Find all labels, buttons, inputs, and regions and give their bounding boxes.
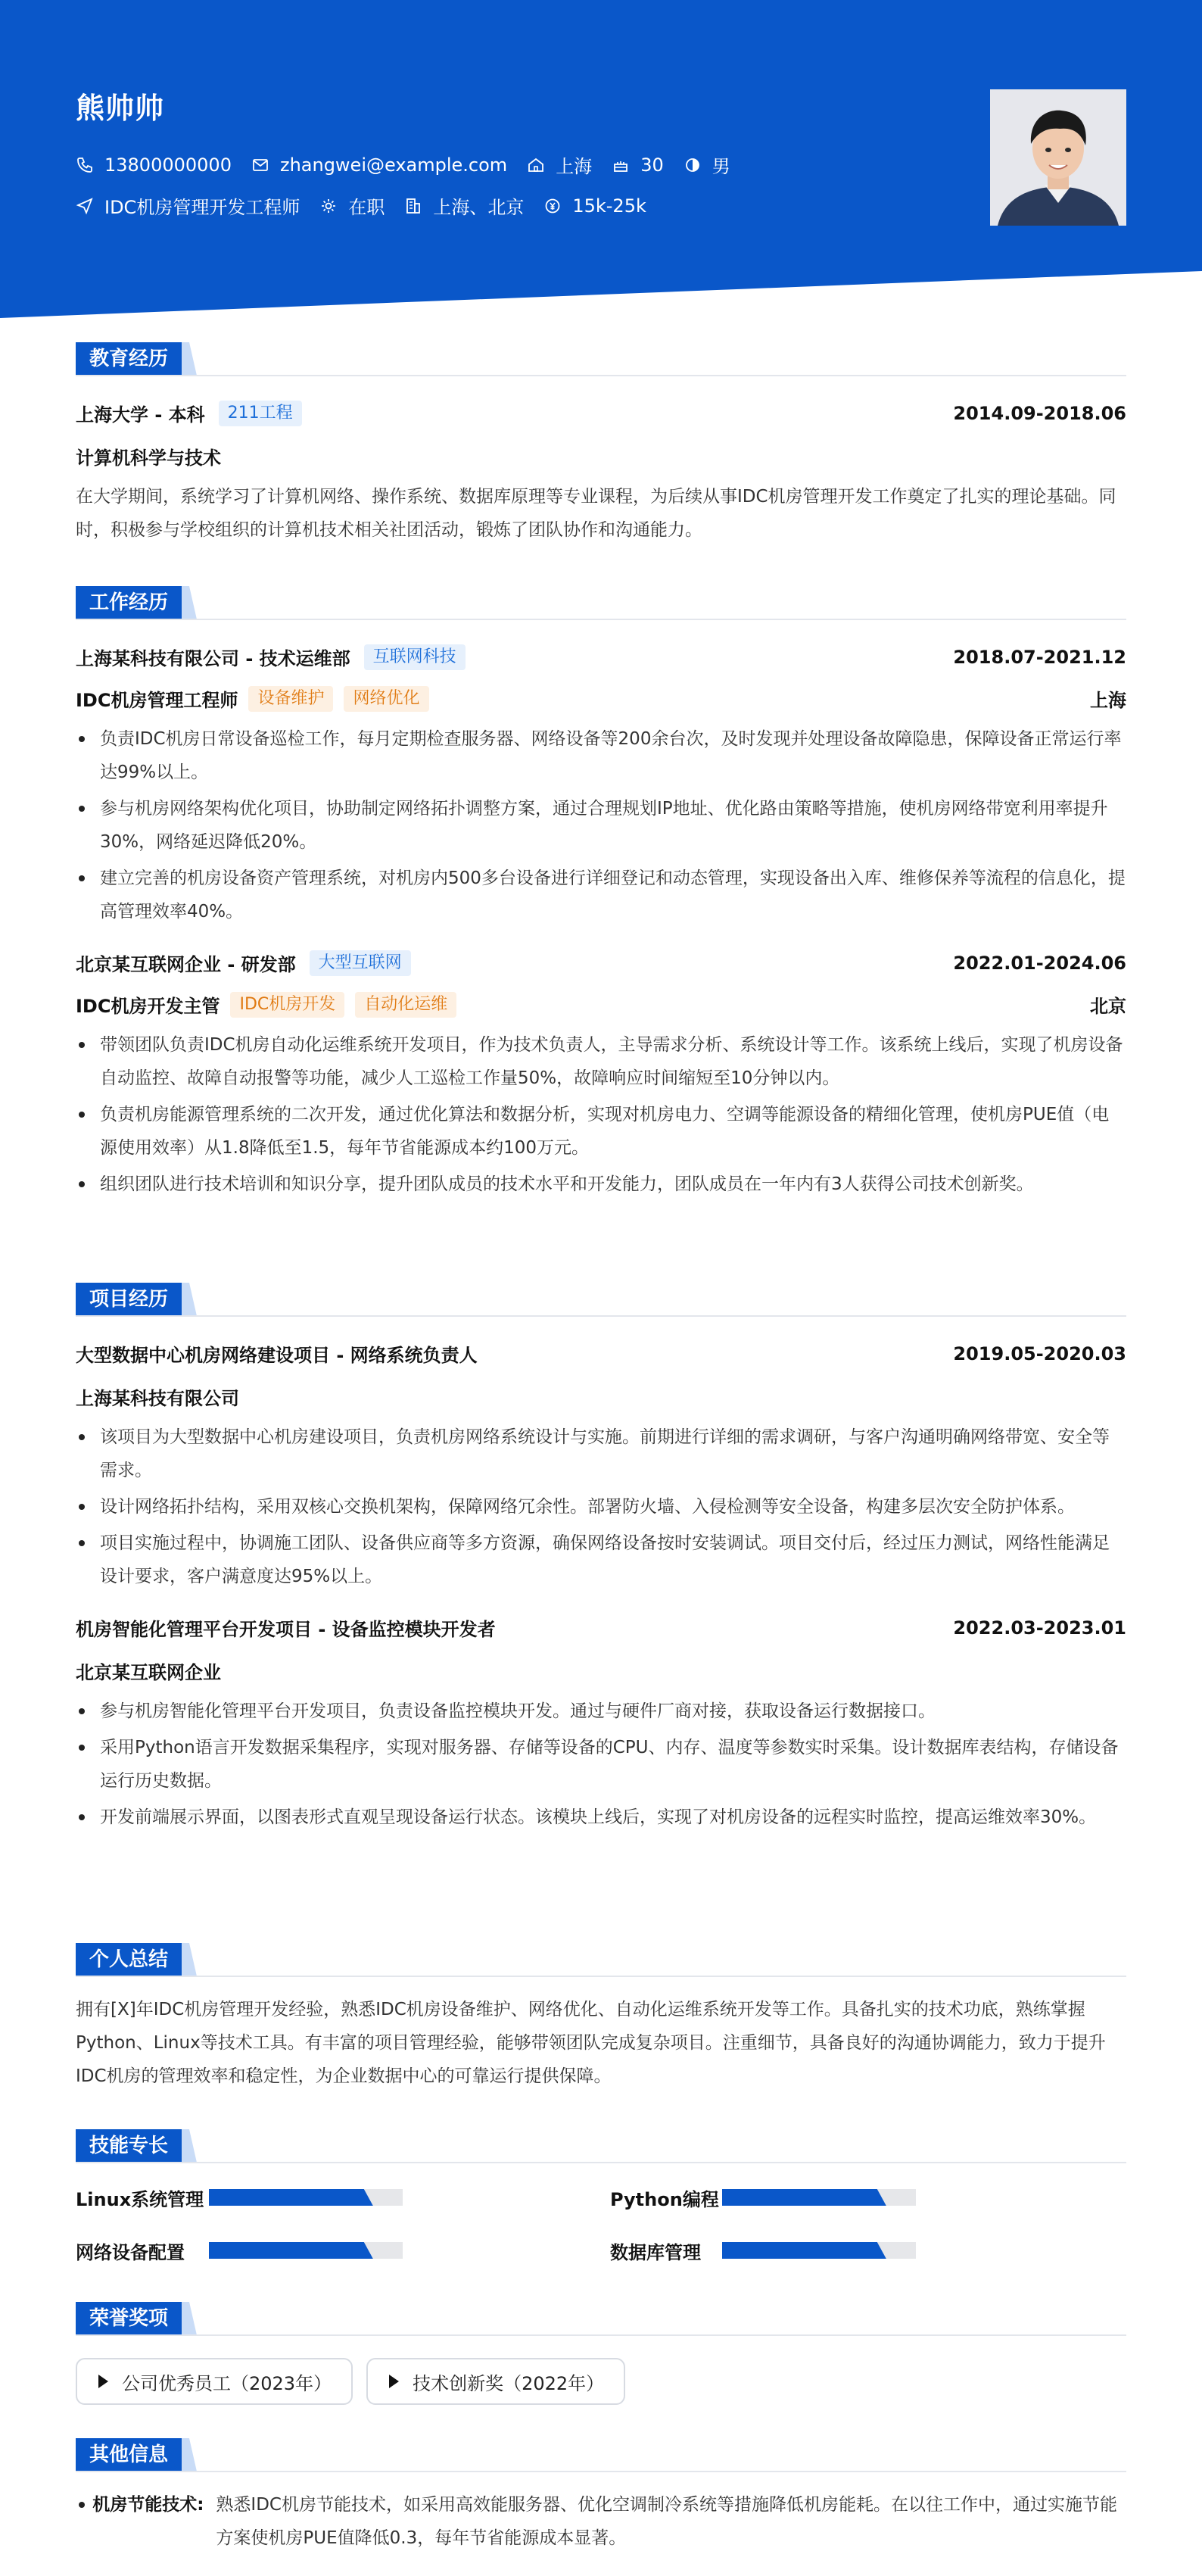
bullet-item: 项目实施过程中，协调施工团队、设备供应商等多方资源，确保网络设备按时安装调试。项目交付后，经过压力测试，网络性能满足设计要求，客户满意度达95%以上。	[76, 1527, 1126, 1593]
project-bullets	[76, 1695, 1126, 1834]
yuan-icon	[543, 197, 562, 215]
summary-text: 拥有[X]年IDC机房管理开发经验，熟悉IDC机房设备维护、网络优化、自动化运维系统开发等工作。具备扎实的技术功底，熟练掌握Python、Linux等技术工具。有丰富的项目管理经验，能够带领团队完成复杂项目。注重细节，具备良好的沟通协调能力，致力于提升IDC机房的管理效率和稳定性，为企业数据中心的可靠运行提供保障。	[76, 2000, 1106, 2086]
section-divider	[76, 1976, 1126, 1977]
avatar-portrait	[990, 89, 1126, 226]
other-info-key: 机房节能技术:	[92, 2495, 204, 2515]
bullet-item: 开发前端展示界面，以图表形式直观呈现设备运行状态。该模块上线后，实现了对机房设备的远程实时监控，提高运维效率30%。	[76, 1801, 1126, 1834]
skills-section	[76, 2129, 1126, 2267]
play-icon	[98, 2375, 108, 2388]
summary-section-title	[76, 1943, 1126, 1976]
work-period: 2022.01-2024.06	[953, 952, 1126, 974]
mail-icon	[251, 156, 269, 174]
education-description: 在大学期间，系统学习了计算机网络、操作系统、数据库原理等专业课程，为后续从事IDC机房管理开发工作奠定了扎实的理论基础。同时，积极参与学校组织的计算机技术相关社团活动，锻炼了团队协作和沟通能力。	[76, 487, 1116, 540]
section-divider	[76, 2162, 1126, 2163]
education-major: 计算机科学与技术	[76, 448, 221, 469]
bullet-item: 参与机房智能化管理平台开发项目，负责设备监控模块开发。通过与硬件厂商对接，获取设备运行数据接口。	[76, 1695, 1126, 1728]
project-title-label: 项目经历	[76, 1283, 182, 1316]
title-tail-decoration	[182, 2438, 197, 2472]
building-icon	[404, 197, 422, 215]
award-item	[366, 2358, 625, 2405]
section-divider	[76, 619, 1126, 620]
work-position-row	[76, 991, 1126, 1018]
skill-bar	[209, 2242, 403, 2259]
age-item	[612, 154, 664, 176]
project-name-row	[76, 1614, 1126, 1641]
project-name-row	[76, 1340, 1126, 1367]
position-name: IDC机房开发主管	[76, 996, 220, 1017]
skill-item	[610, 2181, 1126, 2214]
city-text: 上海	[556, 156, 593, 177]
project-section-title	[76, 1283, 1126, 1316]
skill-item	[76, 2234, 610, 2267]
skill-item	[76, 2181, 610, 2214]
target-city-item	[404, 192, 524, 219]
title-tail-decoration	[182, 1943, 197, 1976]
skill-bar	[722, 2242, 916, 2259]
section-divider	[76, 2334, 1126, 2336]
honors-section-title	[76, 2302, 1126, 2335]
gear-icon	[319, 197, 338, 215]
work-period: 2018.07-2021.12	[953, 646, 1126, 668]
project-entry-2	[76, 1614, 1126, 1834]
skill-bar-fill	[209, 2242, 373, 2259]
title-tail-decoration	[182, 2302, 197, 2335]
salary-text: 15k-25k	[572, 195, 646, 217]
work-title-label: 工作经历	[76, 586, 182, 619]
gender-item	[684, 151, 730, 178]
work-entry-2	[76, 950, 1126, 1201]
position-tag: 自动化运维	[355, 992, 456, 1018]
skill-name: 网络设备配置	[76, 2241, 185, 2263]
education-period: 2014.09-2018.06	[953, 402, 1126, 424]
bullet-item: 该项目为大型数据中心机房建设项目，负责机房网络系统设计与实施。前期进行详细的需求调研，与客户沟通明确网络带宽、安全等需求。	[76, 1421, 1126, 1487]
bullet-item: 负责机房能源管理系统的二次开发，通过优化算法和数据分析，实现对机房电力、空调等能源设备的精细化管理，使机房PUE值（电源使用效率）从1.8降低至1.5，每年节省能源成本约100万元。	[76, 1098, 1126, 1165]
section-divider	[76, 2471, 1126, 2472]
bullet-item: 带领团队负责IDC机房自动化运维系统开发项目，作为技术负责人，主导需求分析、系统设计等工作。该系统上线后，实现了机房设备自动监控、故障自动报警等功能，减少人工巡检工作量50%，故障响应时间缩短至10分钟以内。	[76, 1028, 1126, 1095]
work-position-row	[76, 685, 1126, 712]
work-section	[76, 586, 1126, 1204]
phone-icon	[76, 156, 94, 174]
other-section	[76, 2438, 1126, 2555]
status-text: 在职	[348, 197, 385, 218]
skill-bar-fill	[722, 2189, 886, 2206]
gender-text: 男	[712, 156, 730, 177]
play-icon	[389, 2375, 399, 2388]
award-text: 技术创新奖（2022年）	[413, 2372, 605, 2394]
email-text: zhangwei@example.com	[279, 154, 508, 176]
position-name: IDC机房管理工程师	[76, 690, 238, 711]
title-tail-decoration	[182, 342, 197, 376]
work-section-title	[76, 586, 1126, 619]
company-name: 北京某互联网企业 - 研发部	[76, 954, 296, 975]
other-info-value: 熟悉IDC机房节能技术，如采用高效能服务器、优化空调制冷系统等措施降低机房能耗。在以往工作中，通过实施节能方案使机房PUE值降低0.3，每年节省能源成本显著。	[216, 2495, 1117, 2548]
school-badge: 211工程	[219, 401, 302, 426]
other-section-title	[76, 2438, 1126, 2472]
other-title-label: 其他信息	[76, 2438, 182, 2472]
bullet-item: 组织团队进行技术培训和知识分享，提升团队成员的技术水平和开发能力，团队成员在一年内有3人获得公司技术创新奖。	[76, 1168, 1126, 1201]
position-tag: 设备维护	[248, 686, 333, 712]
home-icon	[527, 156, 545, 174]
school-name: 上海大学 - 本科	[76, 404, 205, 426]
title-tail-decoration	[182, 1283, 197, 1316]
bullet-item: 设计网络拓扑结构，采用双核心交换机架构，保障网络冗余性。部署防火墙、入侵检测等安全设备，构建多层次安全防护体系。	[76, 1490, 1126, 1523]
award-item	[76, 2358, 353, 2405]
skills-section-title	[76, 2129, 1126, 2163]
skill-item	[610, 2234, 1126, 2267]
honors-section	[76, 2302, 1126, 2405]
status-item	[319, 192, 385, 219]
age-text: 30	[640, 154, 664, 176]
bullet-item: 参与机房网络架构优化项目，协助制定网络拓扑调整方案，通过合理规划IP地址、优化路由策略等措施，使机房网络带宽利用率提升30%，网络延迟降低20%。	[76, 792, 1126, 859]
project-name: 机房智能化管理平台开发项目 - 设备监控模块开发者	[76, 1619, 496, 1640]
education-section-title	[76, 342, 1126, 376]
skill-name: Python编程	[610, 2188, 719, 2210]
project-bullets	[76, 1421, 1126, 1593]
project-section	[76, 1283, 1126, 1837]
title-tail-decoration	[182, 586, 197, 619]
skill-name: Linux系统管理	[76, 2188, 204, 2210]
send-icon	[76, 197, 94, 215]
phone-text: 13800000000	[104, 154, 232, 176]
skill-name: 数据库管理	[610, 2241, 701, 2263]
gender-icon	[684, 156, 702, 174]
skill-bar	[209, 2189, 403, 2206]
resume-header	[0, 0, 1202, 318]
candidate-name: 熊帅帅	[76, 92, 165, 125]
skill-bar	[722, 2189, 916, 2206]
summary-title-label: 个人总结	[76, 1943, 182, 1976]
job-title-text: IDC机房管理开发工程师	[104, 197, 300, 218]
awards-list	[76, 2358, 1126, 2405]
education-section	[76, 342, 1126, 547]
salary-item	[543, 195, 646, 217]
honors-title-label: 荣誉奖项	[76, 2302, 182, 2335]
company-badge: 互联网科技	[364, 644, 466, 670]
job-title-item	[76, 192, 300, 219]
education-school-row	[76, 400, 1126, 426]
work-company-row	[76, 644, 1126, 670]
award-text: 公司优秀员工（2023年）	[122, 2372, 332, 2394]
job-intent-row	[76, 192, 666, 219]
skill-bar-fill	[722, 2242, 886, 2259]
bullet-dot	[76, 2488, 92, 2555]
cake-icon	[612, 156, 630, 174]
position-tag: IDC机房开发	[230, 992, 344, 1018]
project-period: 2022.03-2023.01	[953, 1617, 1126, 1639]
work-bullets	[76, 722, 1126, 928]
project-org: 上海某科技有限公司	[76, 1388, 239, 1409]
skill-bar-fill	[209, 2189, 373, 2206]
position-tag: 网络优化	[344, 686, 428, 712]
bullet-item: 采用Python语言开发数据采集程序，实现对服务器、存储等设备的CPU、内存、温度等参数实时采集。设计数据库表结构，存储设备运行历史数据。	[76, 1731, 1126, 1798]
section-divider	[76, 375, 1126, 376]
work-entry-1	[76, 644, 1126, 928]
bullet-item: 负责IDC机房日常设备巡检工作，每月定期检查服务器、网络设备等200余台次，及时发现并处理设备故障隐患，保障设备正常运行率达99%以上。	[76, 722, 1126, 789]
skills-grid	[76, 2181, 1126, 2267]
phone-item	[76, 154, 232, 176]
project-entry-1	[76, 1340, 1126, 1593]
skills-title-label: 技能专长	[76, 2129, 182, 2163]
project-org: 北京某互联网企业	[76, 1662, 221, 1683]
section-divider	[76, 1315, 1126, 1317]
work-company-row	[76, 950, 1126, 976]
company-badge: 大型互联网	[310, 950, 411, 976]
city-item	[527, 151, 592, 178]
education-title-label: 教育经历	[76, 342, 182, 376]
work-location: 北京	[1090, 996, 1126, 1017]
project-name: 大型数据中心机房网络建设项目 - 网络系统负责人	[76, 1345, 478, 1366]
work-location: 上海	[1090, 690, 1126, 711]
company-name: 上海某科技有限公司 - 技术运维部	[76, 648, 350, 669]
title-tail-decoration	[182, 2129, 197, 2163]
bullet-item: 建立完善的机房设备资产管理系统，对机房内500多台设备进行详细登记和动态管理，实现设备出入库、维修保养等流程的信息化，提高管理效率40%。	[76, 862, 1126, 928]
email-item	[251, 154, 507, 176]
avatar	[990, 89, 1126, 226]
other-info-item	[76, 2488, 1126, 2555]
work-bullets	[76, 1028, 1126, 1201]
project-period: 2019.05-2020.03	[953, 1343, 1126, 1364]
target-city-text: 上海、北京	[433, 197, 525, 218]
summary-section	[76, 1943, 1126, 2093]
contact-row	[76, 151, 750, 178]
